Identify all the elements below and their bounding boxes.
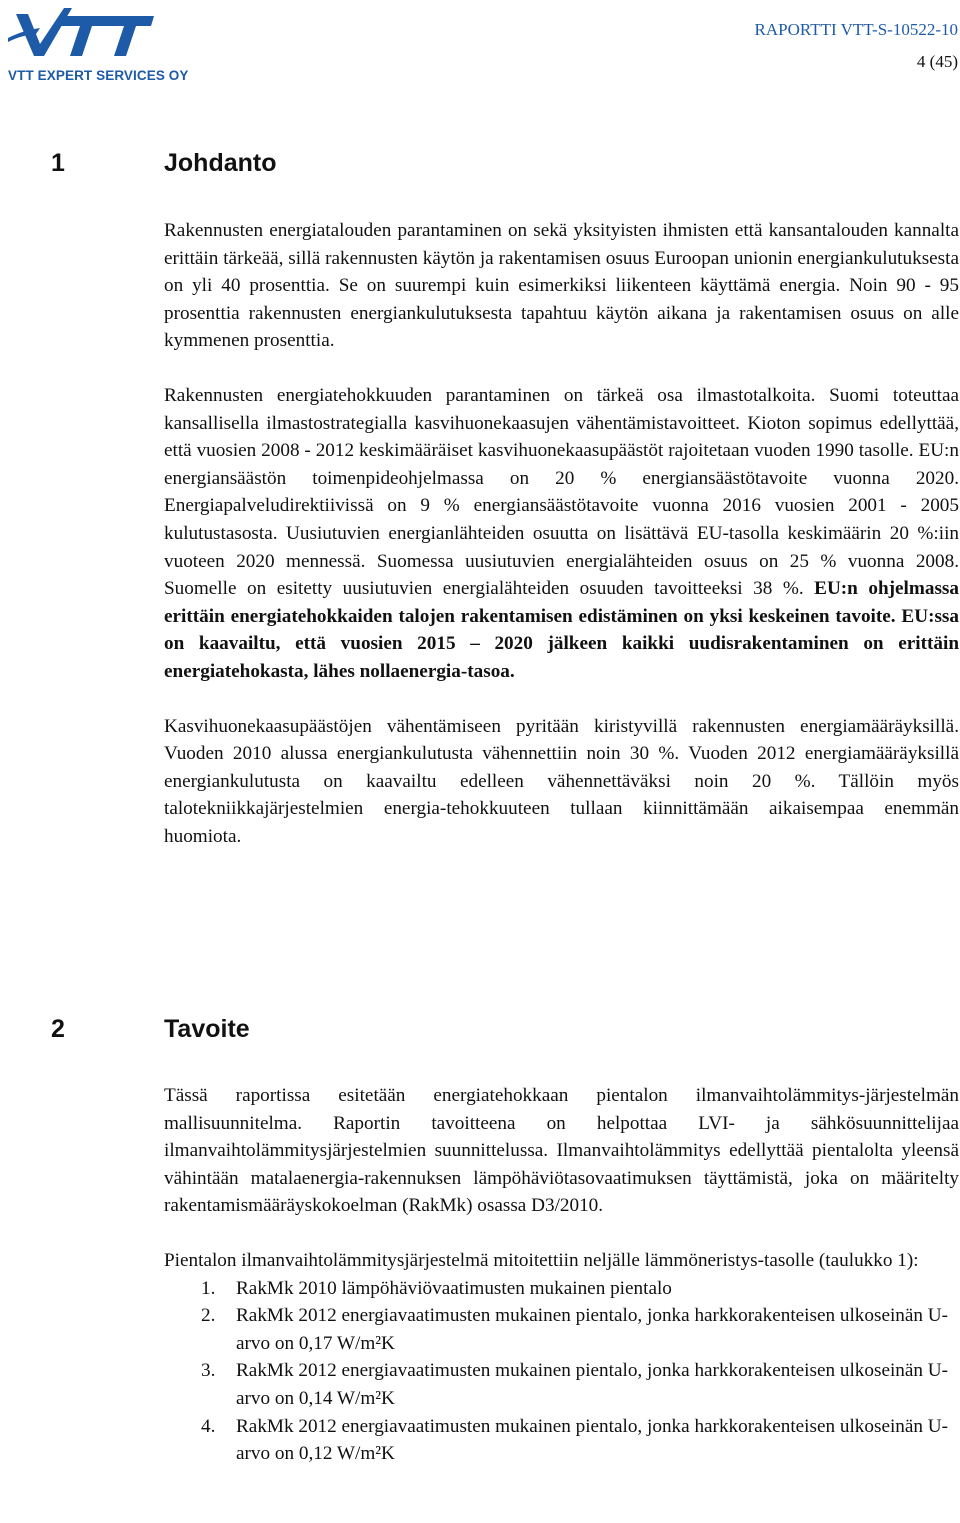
list-item-marker: 3. — [201, 1360, 216, 1382]
vtt-logo — [6, 4, 206, 84]
page-header — [0, 0, 960, 90]
section-1-number: 1 — [51, 149, 65, 177]
list-item — [164, 1413, 959, 1468]
logo-text: VTT EXPERT SERVICES OY — [8, 68, 189, 83]
list-item-marker: 4. — [201, 1415, 216, 1437]
list-item — [164, 1275, 959, 1303]
section-2-paragraph-2: Pientalon ilmanvaihtolämmitysjärjestelmä mitoitettiin neljälle lämmöneristys-tasolle (taulukko 1): — [164, 1249, 919, 1271]
report-id: RAPORTTI VTT-S-10522-10 — [754, 20, 958, 39]
section-1-paragraph-2 — [164, 382, 959, 686]
section-1-paragraph-1: Rakennusten energiatalouden parantaminen on sekä yksityisten ihmisten että kansantalouden kannalta erittäin tärkeää, sillä rakennusten käytön ja rakentamisen osuus Euroopan unionin energiankulutuksesta on yli 40 prosenttia. Se on suurempi kuin esimerkiksi liikenteen käyttämä energia. Noin 90 - 95 prosenttia rakennusten energiankulutuksesta tapahtuu käytön aikana ja rakentamisen osuus on alle kymmenen prosenttia. — [164, 220, 959, 352]
section-2-number: 2 — [51, 1015, 65, 1043]
section-1-paragraph-3: Kasvihuonekaasupäästöjen vähentämiseen pyritään kiristyvillä rakennusten energiamääräyksillä. Vuoden 2010 alussa energiankulutusta vähennettiin noin 30 %. Vuoden 2012 energiamääräyksillä energiankulutusta on kaavailtu edelleen vähennettäväksi noin 20 %. Tällöin myös talotekniikkajärjestelmien energia-tehokkuuteen tullaan kiinnittämään aikaisempaa enemmän huomiota. — [164, 715, 959, 847]
list-item — [164, 1302, 959, 1357]
insulation-level-list — [164, 1275, 959, 1468]
section-2-paragraph-1: Tässä raportissa esitetään energiatehokkaan pientalon ilmanvaihtolämmitys-järjestelmän mallisuunnitelma. Raportin tavoitteena on helpottaa LVI- ja sähkösuunnittelijaa ilmanvaihtolämmitysjärjestelmien suunnittelussa. Ilmanvaihtolämmitys edellyttää pientalolta yleensä vähintään matalaenergia-rakennuksen lämpöhäviötasovaatimuksen täyttämistä, joka on määritelty rakentamismääräyskokoelman (RakMk) osassa D3/2010. — [164, 1085, 959, 1217]
list-item-text: RakMk 2012 energiavaatimusten mukainen pientalo, jonka harkkorakenteisen ulkoseinän U-arvo on 0,12 W/m²K — [236, 1415, 949, 1465]
list-item-marker: 2. — [201, 1305, 216, 1327]
section-2-title: Tavoite — [164, 1015, 250, 1043]
section-1-paragraph-2-bold: EU:n ohjelmassa erittäin energiatehokkaiden talojen rakentamisen edistäminen on yksi keskeinen tavoite. EU:ssa on kaavailtu, että vuosien 2015 – 2020 jälkeen kaikki uudisrakentaminen on erittäin energiatehokasta, lähes nollaenergia-tasoa. — [164, 578, 959, 682]
list-item-text: RakMk 2010 lämpöhäviövaatimusten mukainen pientalo — [236, 1277, 672, 1299]
list-item-marker: 1. — [201, 1277, 216, 1299]
list-item-text: RakMk 2012 energiavaatimusten mukainen pientalo, jonka harkkorakenteisen ulkoseinän U-arvo on 0,17 W/m²K — [236, 1305, 949, 1354]
vtt-logo-icon — [6, 4, 156, 66]
list-item-text: RakMk 2012 energiavaatimusten mukainen pientalo, jonka harkkorakenteisen ulkoseinän U-arvo on 0,14 W/m²K — [236, 1360, 949, 1409]
page-number: 4 (45) — [916, 52, 958, 71]
list-item — [164, 1357, 959, 1412]
section-2-body — [164, 1082, 959, 1468]
section-1-paragraph-2-text: Rakennusten energiatehokkuuden parantaminen on tärkeä osa ilmastotalkoita. Suomi toteuttaa kansallisella ilmastostrategialla kasvihuonekaasujen vähentämistavoitteet. Kioton sopimus edellyttää, että vuosien 2008 - 2012 keskimääräiset kasvihuonekaasupäästöt rajoitetaan vuoden 1990 tasolle. EU:n energiansäästön toimenpideohjelmassa on 20 % energiansäästötavoite vuonna 2020. Energiapalveludirektiivissä on 9 % energiansäästötavoite vuonna 2016 vuosien 2001 - 2005 kulutustasosta. Uusiutuvien energianlähteiden osuutta on lisättävä EU-tasolla keskimäärin 20 %:iin vuoteen 2020 mennessä. Suomessa uusiutuvien energialähteiden osuus on 25 % vuonna 2008. Suomelle on esitetty uusiutuvien energialähteiden osuuden tavoitteeksi 38 %. — [164, 384, 959, 600]
section-1-title: Johdanto — [164, 149, 277, 177]
section-1-body — [164, 217, 959, 850]
